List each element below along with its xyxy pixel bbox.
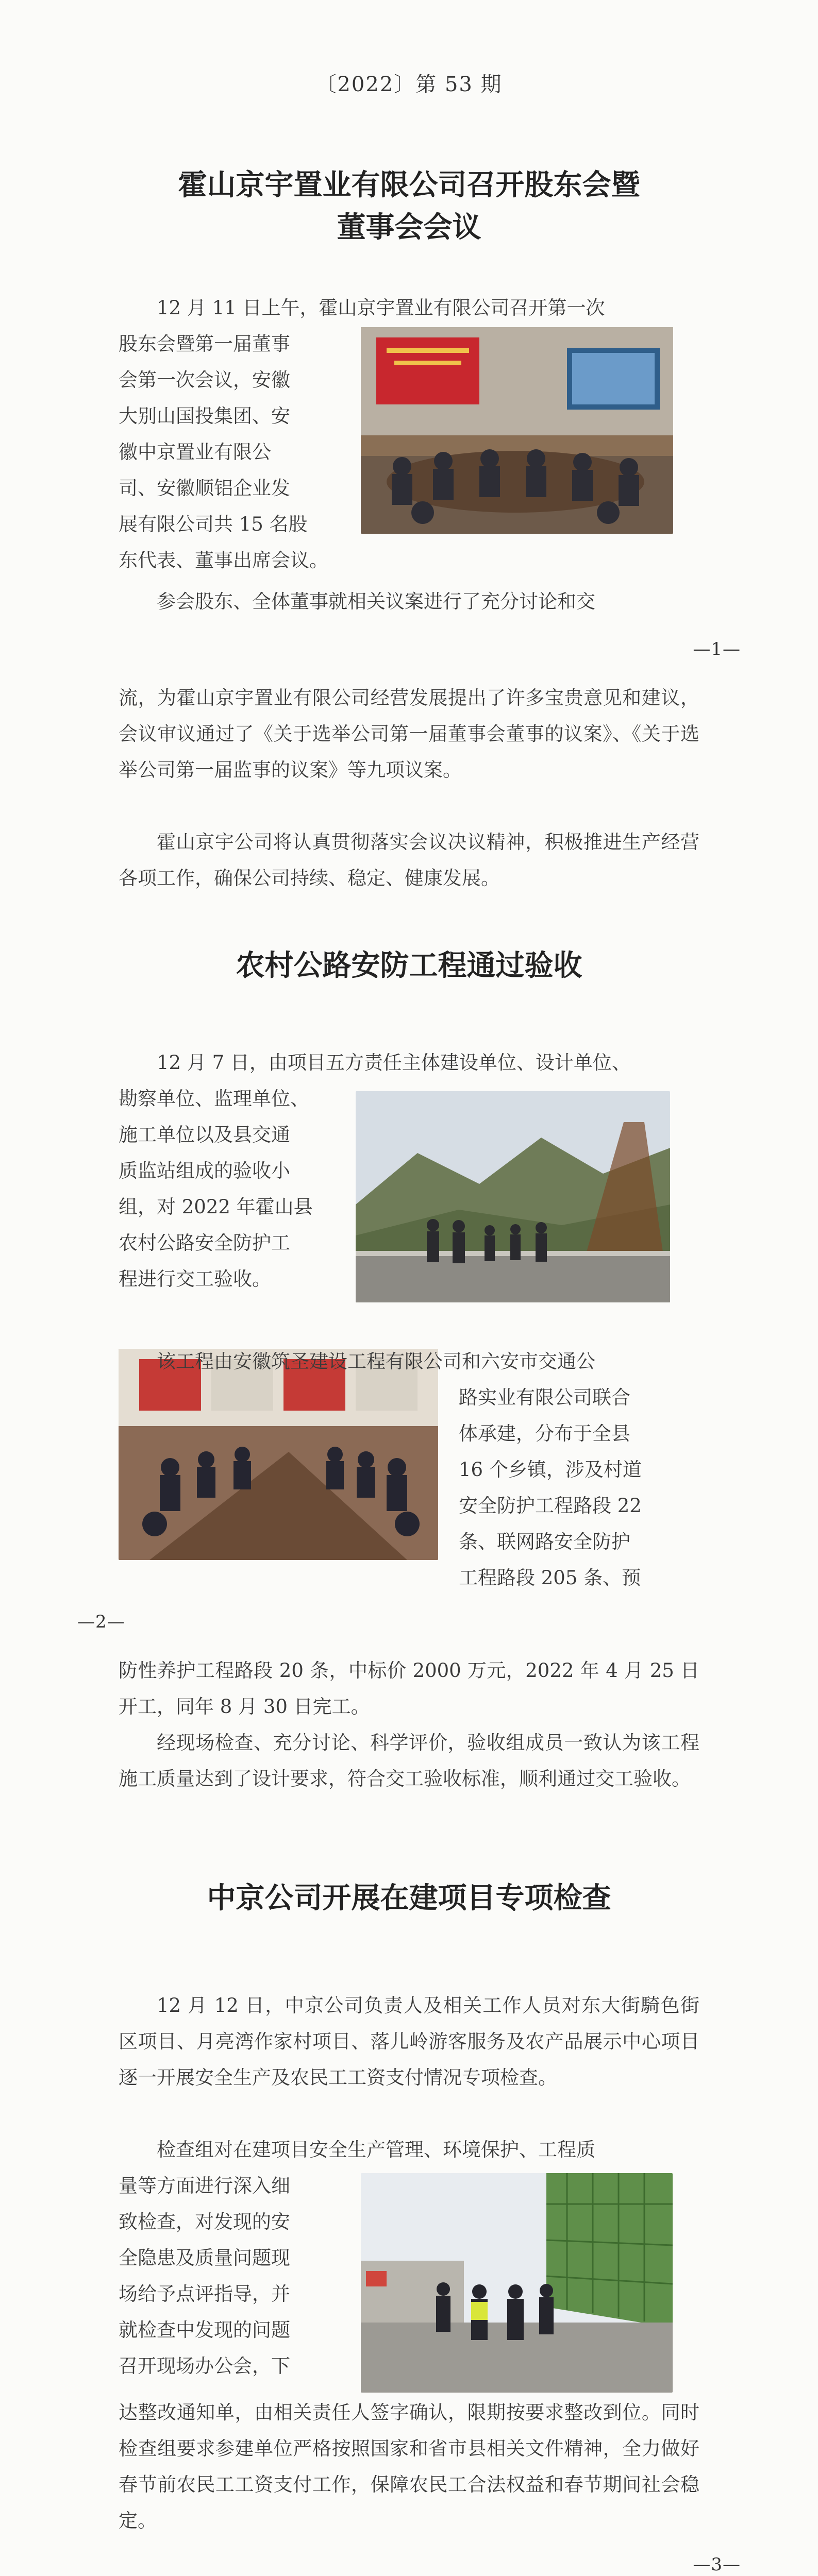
section-1-title	[119, 164, 699, 248]
meeting-photo	[361, 327, 673, 534]
s3-p2-line6: 就检查中发现的问题	[119, 2319, 290, 2341]
road-inspection-photo	[356, 1091, 670, 1302]
s1-p1-line2: 股东会暨第一届董事	[119, 333, 290, 355]
page-number-2: —2—	[77, 1612, 125, 1632]
s2-p2-line6: 条、联网路安全防护	[459, 1531, 630, 1553]
s2-p2-line5: 安全防护工程路段 22	[459, 1495, 642, 1517]
s3-p2-line4: 全隐患及质量问题现	[119, 2247, 290, 2269]
s1-p3: 霍山京宇公司将认真贯彻落实会议决议精神，积极推进生产经营各项工作，确保公司持续、稳定、健康发展。	[119, 831, 699, 889]
s2-p1-line4: 质监站组成的验收小	[119, 1160, 290, 1182]
s2-p1-line2: 勘察单位、监理单位、	[119, 1088, 309, 1110]
s2-p2-rest: 防性养护工程路段 20 条，中标价 2000 万元，2022 年 4 月 25 日开工，同年 8 月 30 日完工。	[119, 1659, 699, 1718]
s2-p2-line2: 路实业有限公司联合	[459, 1386, 630, 1409]
s2-p2-line7: 工程路段 205 条、预	[459, 1567, 641, 1589]
s1-p2-rest: 流，为霍山京宇置业有限公司经营发展提出了许多宝贵意见和建议，会议审议通过了《关于选举公司第一届董事会董事的议案》、《关于选举公司第一届监事的议案》等九项议案。	[119, 687, 699, 781]
s2-p2-line4: 16 个乡镇，涉及村道	[459, 1459, 642, 1481]
section-2-title: 农村公路安防工程通过验收	[236, 948, 582, 982]
s2-p1-line7: 程进行交工验收。	[119, 1268, 271, 1290]
acceptance-meeting-photo	[119, 1349, 438, 1560]
s3-p2-line5: 场给予点评指导，并	[119, 2283, 290, 2305]
section-1-title-line1: 霍山京宇置业有限公司召开股东会暨	[178, 168, 640, 202]
s2-p1-line3: 施工单位以及县交通	[119, 1124, 290, 1146]
s2-p2-line3: 体承建，分布于全县	[459, 1422, 630, 1445]
s2-p2-line1: 该工程由安徽筑圣建设工程有限公司和六安市交通公	[157, 1350, 595, 1372]
section-3-title: 中京公司开展在建项目专项检查	[207, 1881, 611, 1915]
s1-p1-line8: 东代表、董事出席会议。	[119, 549, 328, 571]
s2-p1-line1: 12 月 7 日，由项目五方责任主体建设单位、设计单位、	[157, 1052, 631, 1074]
construction-site-photo	[361, 2173, 673, 2393]
s2-p1-line5: 组，对 2022 年霍山县	[119, 1196, 313, 1218]
s3-p2-line2: 量等方面进行深入细	[119, 2175, 290, 2197]
s1-p1-line3: 会第一次会议，安徽	[119, 369, 290, 391]
s1-p1-line7: 展有限公司共 15 名股	[119, 513, 308, 535]
page-number-3: —3—	[693, 2554, 741, 2575]
s1-p1-line1: 12 月 11 日上午，霍山京宇置业有限公司召开第一次	[157, 297, 605, 319]
s2-p1-line6: 农村公路安全防护工	[119, 1232, 290, 1254]
s1-p2-start: 参会股东、全体董事就相关议案进行了充分讨论和交	[157, 590, 595, 613]
s3-p2-line3: 致检查，对发现的安	[119, 2211, 290, 2233]
s3-p2-rest: 达整改通知单，由相关责任人签字确认，限期按要求整改到位。同时检查组要求参建单位严格按照国家和省市县相关文件精神，全力做好春节前农民工工资支付工作，保障农民工合法权益和春节期间社会稳定。	[119, 2401, 699, 2532]
s1-p1-line5: 徽中京置业有限公	[119, 441, 271, 463]
s2-p3: 经现场检查、充分讨论、科学评价，验收组成员一致认为该工程施工质量达到了设计要求，符合交工验收标准，顺利通过交工验收。	[119, 1732, 699, 1790]
s3-p1: 12 月 12 日，中京公司负责人及相关工作人员对东大街騎色街区项目、月亮湾作家村项目、落儿岭游客服务及农产品展示中心项目逐一开展安全生产及农民工工资支付情况专项检查。	[119, 1994, 699, 2089]
s3-p2-line7: 召开现场办公会，下	[119, 2355, 290, 2377]
s1-p1-line4: 大别山国投集团、安	[119, 405, 290, 427]
issue-number: 〔2022〕第 53 期	[315, 73, 503, 96]
section-1-title-line2: 董事会会议	[337, 210, 481, 244]
s1-p1-line6: 司、安徽顺铝企业发	[119, 477, 290, 499]
s3-p2-line1: 检查组对在建项目安全生产管理、环境保护、工程质	[157, 2139, 595, 2161]
page-number-1: —1—	[693, 639, 741, 659]
